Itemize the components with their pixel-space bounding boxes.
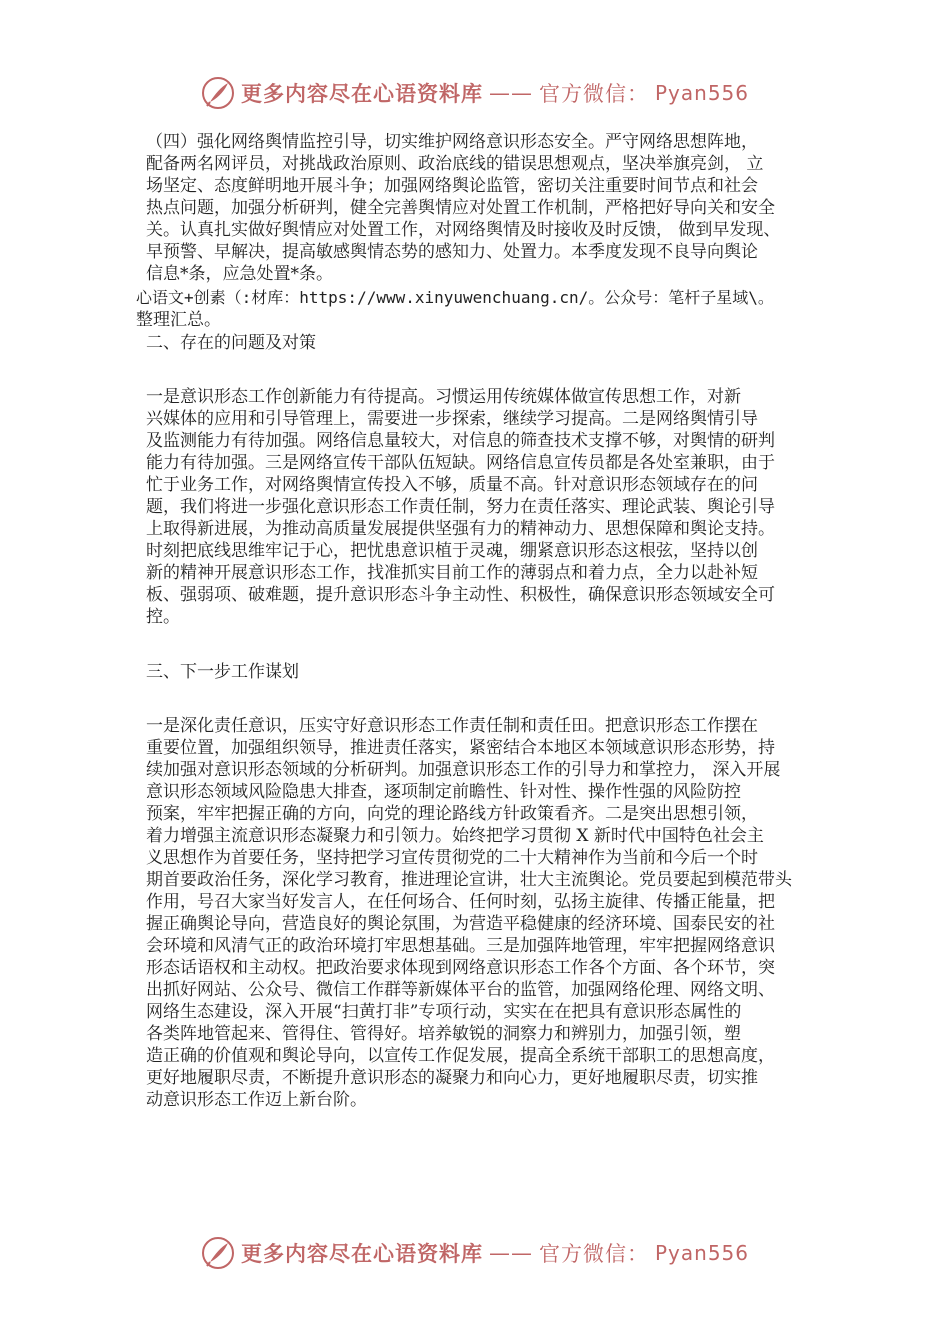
para3-line: 预案，牢牢把握正确的方向，向党的理论路线方针政策看齐。二是突出思想引领， (146, 804, 758, 824)
para3-line: 更好地履职尽责，不断提升意识形态的凝聚力和向心力，更好地履职尽责，切实推 (146, 1068, 758, 1088)
banner-brand-text: 更多内容尽在心语资料库 (240, 1241, 483, 1266)
para3-line: 重要位置，加强组织领导，推进责任落实，紧密结合本地区本领域意识形态形势，持 (146, 738, 775, 758)
para2-line: 及监测能力有待加强。网络信息量较大，对信息的筛查技术支撑不够，对舆情的研判 (146, 431, 775, 451)
para1-line: 早预警、早解决，提高敏感舆情态势的感知力、处置力。本季度发现不良导向舆论 (146, 242, 758, 262)
para3-line: 各类阵地管起来、管得住、管得好。培养敏锐的洞察力和辨别力，加强引领，塑 (146, 1024, 741, 1044)
para3-line: 作用，号召大家当好发言人，在任何场合、任何时刻，弘扬主旋律、传播正能量，把 (146, 892, 775, 912)
para3-line: 义思想作为首要任务，坚持把学习宣传贯彻党的二十大精神作为当前和今后一个时 (146, 848, 758, 868)
para2-line: 题，我们将进一步强化意识形态工作责任制，努力在责任落实、理论武装、舆论引导 (146, 497, 775, 517)
section-heading-next-steps: 三、下一步工作谋划 (146, 662, 299, 682)
para3-line: 一是深化责任意识，压实守好意识形态工作责任制和责任田。把意识形态工作摆在 (146, 716, 758, 736)
para3-line: 形态话语权和主动权。把政治要求体现到网络意识形态工作各个方面、各个环节，突 (146, 958, 775, 978)
source-note-line: 整理汇总。 (136, 310, 221, 330)
para3-line: 续加强对意识形态领域的分析研判。加强意识形态工作的引导力和掌控力， 深入开展 (146, 760, 781, 780)
banner-contact-label: 官方微信： (538, 82, 649, 106)
banner-wechat-id: Pyan556 (654, 81, 749, 105)
para3-line: 动意识形态工作迈上新台阶。 (146, 1090, 367, 1110)
para2-line: 板、强弱项、破难题，提升意识形态斗争主动性、积极性，确保意识形态领域安全可 (146, 585, 775, 605)
para2-line: 兴媒体的应用和引导管理上，需要进一步探索，继续学习提高。二是网络舆情引导 (146, 409, 758, 429)
para2-line: 忙于业务工作，对网络舆情宣传投入不够，质量不高。针对意识形态领域存在的问 (146, 475, 758, 495)
para2-line: 上取得新进展，为推动高质量发展提供坚强有力的精神动力、思想保障和舆论支持。 (146, 519, 775, 539)
para1-line: 信息*条，应急处置*条。 (146, 264, 333, 284)
para1-line: 关。认真扎实做好舆情应对处置工作，对网络舆情及时接收及时反馈， 做到早发现、 (146, 220, 781, 240)
para2-line: 新的精神开展意识形态工作，找准抓实目前工作的薄弱点和着力点，全力以赴补短 (146, 563, 758, 583)
feather-pen-logo-icon (201, 1236, 235, 1270)
para3-line: 网络生态建设，深入开展“扫黄打非”专项行动，实实在在把具有意识形态属性的 (146, 1002, 742, 1022)
para3-line: 着力增强主流意识形态凝聚力和引领力。始终把学习贯彻 X 新时代中国特色社会主 (146, 826, 764, 846)
section-heading-problems: 二、存在的问题及对策 (146, 333, 316, 353)
banner-contact-label: 官方微信： (538, 1242, 649, 1266)
banner-wechat-id: Pyan556 (654, 1241, 749, 1265)
para1-line: 场坚定、态度鲜明地开展斗争；加强网络舆论监管，密切关注重要时间节点和社会 (146, 176, 758, 196)
para3-line: 意识形态领域风险隐患大排查，逐项制定前瞻性、针对性、操作性强的风险防控 (146, 782, 741, 802)
header-watermark-banner (0, 76, 950, 110)
para3-line: 握正确舆论导向，营造良好的舆论氛围，为营造平稳健康的经济环境、国泰民安的社 (146, 914, 775, 934)
para1-line: 热点问题，加强分析研判，健全完善舆情应对处置工作机制，严格把好导向关和安全 (146, 198, 775, 218)
para1-line: （四）强化网络舆情监控引导，切实维护网络意识形态安全。严守网络思想阵地， (146, 132, 758, 152)
para1-line: 配备两名网评员，对挑战政治原则、政治底线的错误思想观点，坚决举旗亮剑， 立 (146, 154, 764, 174)
banner-dash: —— (488, 81, 533, 105)
footer-watermark-banner (0, 1236, 950, 1270)
para2-line: 时刻把底线思维牢记于心，把忧患意识植于灵魂，绷紧意识形态这根弦，坚持以创 (146, 541, 758, 561)
para3-line: 会环境和风清气正的政治环境打牢思想基础。三是加强阵地管理，牢牢把握网络意识 (146, 936, 775, 956)
para3-line: 出抓好网站、公众号、微信工作群等新媒体平台的监管，加强网络伦理、网络文明、 (146, 980, 775, 1000)
banner-brand-text: 更多内容尽在心语资料库 (240, 81, 483, 106)
para3-line: 造正确的价值观和舆论导向，以宣传工作促发展，提高全系统干部职工的思想高度， (146, 1046, 775, 1066)
para2-line: 一是意识形态工作创新能力有待提高。习惯运用传统媒体做宣传思想工作，对新 (146, 387, 741, 407)
source-note-line: 心语文+创素（:材库：https://www.xinyuwenchuang.cn/。公众号：笔杆子星域\。 (136, 288, 774, 307)
para3-line: 期首要政治任务，深化学习教育，推进理论宣讲，壮大主流舆论。党员要起到模范带头 (146, 870, 792, 890)
feather-pen-logo-icon (201, 76, 235, 110)
para2-line: 能力有待加强。三是网络宣传干部队伍短缺。网络信息宣传员都是各处室兼职，由于 (146, 453, 775, 473)
para2-line: 控。 (146, 607, 180, 627)
banner-dash: —— (488, 1241, 533, 1265)
